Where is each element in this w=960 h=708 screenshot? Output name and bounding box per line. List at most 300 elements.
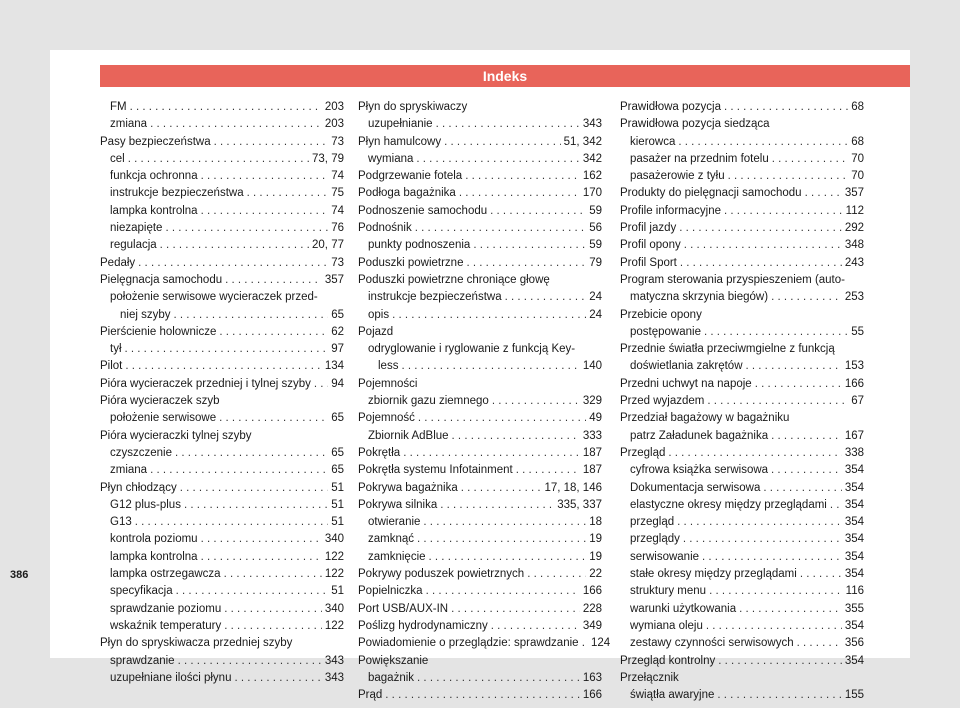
- dot-leader: [702, 549, 842, 566]
- page-number: 386: [10, 569, 29, 581]
- index-entry-page: 55: [851, 325, 864, 338]
- index-entry-label: doświetlania zakrętów: [630, 360, 743, 373]
- index-entry: [100, 134, 344, 151]
- dot-leader: [385, 687, 580, 704]
- index-entry-label: Pióra wycieraczek przedniej i tylnej szyby: [100, 377, 311, 390]
- index-header: Indeks: [100, 65, 910, 87]
- index-entry-label: przeglądy: [630, 533, 680, 546]
- dot-leader: [135, 514, 328, 531]
- index-entry-page: 19: [589, 533, 602, 546]
- index-entry-label: pasażer na przednim fotelu: [630, 152, 769, 165]
- dot-leader: [704, 324, 848, 341]
- dot-leader: [174, 307, 329, 324]
- index-entry: [100, 618, 344, 635]
- index-entry-label: lampka ostrzegawcza: [110, 568, 221, 581]
- dot-leader: [401, 358, 579, 375]
- dot-leader: [473, 237, 586, 254]
- dot-leader: [219, 324, 328, 341]
- index-entry-label: kontrola poziomu: [110, 533, 198, 546]
- index-entry: [100, 514, 344, 531]
- index-entry-page: 343: [582, 118, 602, 131]
- index-entry-label: Poduszki powietrzne chroniące głowę: [358, 273, 550, 286]
- index-entry: [100, 601, 344, 618]
- index-entry-page: 333: [582, 429, 602, 442]
- index-entry: [358, 428, 602, 445]
- dot-leader: [461, 480, 542, 497]
- index-entry: [620, 566, 864, 583]
- index-entry-page: 17, 18, 146: [544, 481, 602, 494]
- index-entry: [100, 549, 344, 566]
- index-entry-page: 22: [589, 568, 602, 581]
- index-entry-page: 354: [844, 654, 864, 667]
- index-entry-label: Przełącznik: [620, 671, 679, 684]
- index-entry-page: 65: [331, 412, 344, 425]
- index-entry-label: matyczna skrzynia biegów): [630, 291, 769, 304]
- dot-leader: [423, 514, 586, 531]
- index-entry-page: 354: [844, 568, 864, 581]
- index-entry-page: 153: [844, 360, 864, 373]
- index-entry-label-line: Program sterowania przyspieszeniem (auto-: [620, 273, 845, 286]
- dot-leader: [805, 185, 842, 202]
- dot-leader: [746, 358, 842, 375]
- index-entry: [620, 410, 864, 427]
- index-entry: [358, 618, 602, 635]
- index-entry-label: postępowanie: [630, 325, 701, 338]
- index-entry-label: sprawdzanie: [110, 654, 175, 667]
- index-entry: [100, 480, 344, 497]
- index-entry-label: Przebicie opony: [620, 308, 702, 321]
- index-entry-page: 56: [589, 222, 602, 235]
- index-entry: [358, 497, 602, 514]
- index-entry-label: bagażnik: [368, 671, 415, 684]
- index-entry-page: 112: [845, 204, 864, 217]
- index-entry: [620, 462, 864, 479]
- index-entry-page: 122: [324, 568, 344, 581]
- index-entry: [620, 514, 864, 531]
- index-entry-label: Pokrywa silnika: [358, 498, 438, 511]
- dot-leader: [184, 497, 328, 514]
- dot-leader: [201, 531, 322, 548]
- index-entry: [358, 116, 602, 133]
- index-entry-label: Pokrywy poduszek powietrznych: [358, 568, 525, 581]
- dot-leader: [178, 653, 322, 670]
- dot-leader: [739, 601, 842, 618]
- index-entry: [100, 99, 344, 116]
- index-entry-label-line: Przednie światła przeciwmgielne z funkcją: [620, 343, 835, 356]
- index-entry-page: 122: [324, 550, 344, 563]
- index-entry: [358, 168, 602, 185]
- index-entry-label: świątła awaryjne: [630, 689, 715, 702]
- index-entry: [100, 341, 344, 358]
- dot-leader: [678, 134, 848, 151]
- index-entry: [100, 289, 344, 324]
- index-entry: [100, 531, 344, 548]
- index-entry: [358, 220, 602, 237]
- index-entry-page: 65: [331, 446, 344, 459]
- index-entry-label: Pielęgnacja samochodu: [100, 273, 223, 286]
- index-entry-page: 73: [331, 135, 344, 148]
- index-entry-page: 24: [589, 308, 602, 321]
- index-entry-page: 349: [582, 619, 602, 632]
- index-column-2: [358, 99, 611, 704]
- index-entry-page: 19: [589, 550, 602, 563]
- index-column-1: [100, 99, 344, 687]
- index-entry-page: 124: [590, 637, 611, 650]
- index-entry-label: serwisowanie: [630, 550, 700, 563]
- dot-leader: [492, 393, 580, 410]
- index-entry-label: Podłoga bagażnika: [358, 187, 456, 200]
- index-entry: [620, 687, 864, 704]
- index-entry-label: Podnoszenie samochodu: [358, 204, 488, 217]
- dot-leader: [125, 341, 329, 358]
- index-entry-label: Powiększanie: [358, 654, 429, 667]
- dot-leader: [771, 289, 842, 306]
- index-entry-page: 24: [589, 291, 602, 304]
- dot-leader: [234, 670, 321, 687]
- document-page: [50, 50, 910, 702]
- index-entry-label: uzupełnianie: [368, 118, 433, 131]
- dot-leader: [709, 583, 843, 600]
- index-entry-label: punkty podnoszenia: [368, 239, 471, 252]
- index-entry-page: 59: [589, 239, 602, 252]
- index-entry-page: 68: [851, 101, 864, 113]
- index-entry: [100, 583, 344, 600]
- dot-leader: [679, 220, 842, 237]
- index-entry-page: 62: [331, 325, 344, 338]
- dot-leader: [452, 428, 580, 445]
- index-entry-page: 134: [324, 360, 344, 373]
- index-entry-label: warunki użytkowania: [630, 602, 737, 615]
- index-entry-label: Płyn do spryskiwacza przedniej szyby: [100, 637, 293, 650]
- index-entry-label: cel: [110, 152, 125, 165]
- index-entry-label: Produkty do pielęgnacji samochodu: [620, 187, 802, 200]
- index-entry-page: 354: [844, 498, 864, 511]
- index-entry-label: Pióra wycieraczek szyb: [100, 395, 220, 408]
- index-entry-label: Popielniczka: [358, 585, 423, 598]
- index-entry-label: Przedział bagażowy w bagażniku: [620, 412, 790, 425]
- index-entry-page: 74: [331, 170, 344, 183]
- index-entry: [358, 687, 602, 704]
- index-entry-page: 166: [582, 689, 602, 702]
- dot-leader: [314, 376, 328, 393]
- index-entry-label: czyszczenie: [110, 446, 172, 459]
- index-entry-label-line: położenie serwisowe wycieraczek przed-: [110, 291, 318, 304]
- dot-leader: [505, 289, 587, 306]
- index-entry-page: 355: [844, 602, 864, 615]
- index-entry: [100, 566, 344, 583]
- dot-leader: [763, 480, 841, 497]
- index-entry-label: pasażerowie z tyłu: [630, 170, 725, 183]
- dot-leader: [176, 583, 329, 600]
- index-entry: [358, 670, 602, 687]
- index-entry: [620, 635, 864, 652]
- index-entry-label: przegląd: [630, 516, 675, 529]
- index-entry: [358, 151, 602, 168]
- index-entry: [100, 445, 344, 462]
- dot-leader: [130, 99, 322, 116]
- index-entry: [358, 237, 602, 254]
- index-entry-label: Płyn do spryskiwaczy: [358, 101, 468, 113]
- index-column-3: [620, 99, 864, 704]
- index-entry-label: Pokrętła systemu Infotainment: [358, 464, 513, 477]
- index-entry: [620, 255, 864, 272]
- index-entry-label: sprawdzanie poziomu: [110, 602, 222, 615]
- dot-leader: [717, 687, 841, 704]
- index-entry-page: 116: [845, 585, 864, 598]
- index-entry-page: 356: [844, 637, 864, 650]
- index-entry-page: 68: [851, 135, 864, 148]
- index-entry: [620, 428, 864, 445]
- index-entry: [620, 272, 864, 307]
- index-entry-page: 51, 342: [563, 135, 602, 148]
- index-entry-label: Profil jazdy: [620, 222, 677, 235]
- index-entry: [620, 531, 864, 548]
- index-entry: [620, 480, 864, 497]
- index-entry-label: niej szyby: [120, 308, 171, 321]
- index-entry-page: 18: [589, 516, 602, 529]
- dot-leader: [128, 151, 309, 168]
- index-entry-label: kierowca: [630, 135, 676, 148]
- dot-leader: [247, 185, 329, 202]
- index-entry-page: 155: [844, 689, 864, 702]
- dot-leader: [451, 601, 580, 618]
- dot-leader: [403, 445, 580, 462]
- index-entry-page: 253: [844, 291, 864, 304]
- index-entry: [100, 428, 344, 445]
- index-entry-page: 140: [582, 360, 602, 373]
- index-entry: [358, 393, 602, 410]
- dot-leader: [724, 203, 843, 220]
- index-entry-label: Pasy bezpieczeństwa: [100, 135, 211, 148]
- index-entry-page: 76: [331, 222, 344, 235]
- index-entry-label: lampka kontrolna: [110, 204, 198, 217]
- index-entry: [358, 272, 602, 289]
- index-entry-page: 67: [851, 395, 864, 408]
- index-entry-page: 94: [331, 377, 344, 390]
- index-entry-label: Pedały: [100, 256, 136, 269]
- index-entry-label: zamknięcie: [368, 550, 426, 563]
- dot-leader: [771, 462, 842, 479]
- index-entry-label: Powiadomienie o przeglądzie: sprawdzanie .: [358, 637, 585, 650]
- index-entry-label: wymiana oleju: [630, 619, 703, 632]
- index-entry: [620, 185, 864, 202]
- index-entry-page: 354: [844, 464, 864, 477]
- index-entry: [620, 583, 864, 600]
- index-entry-label: Dokumentacja serwisowa: [630, 481, 761, 494]
- index-entry: [358, 653, 602, 670]
- dot-leader: [706, 618, 842, 635]
- index-entry: [620, 341, 864, 376]
- dot-leader: [683, 531, 842, 548]
- index-entry-page: 65: [331, 308, 344, 321]
- index-entry: [620, 151, 864, 168]
- index-entry: [100, 168, 344, 185]
- index-entry-page: 65: [331, 464, 344, 477]
- index-entry-label: Przedni uchwyt na napoje: [620, 377, 752, 390]
- index-entry-label: Profile informacyjne: [620, 204, 721, 217]
- dot-leader: [138, 255, 328, 272]
- index-entry: [620, 220, 864, 237]
- dot-leader: [426, 583, 580, 600]
- dot-leader: [771, 428, 842, 445]
- index-entry: [620, 203, 864, 220]
- index-entry-page: 51: [331, 585, 344, 598]
- index-entry-page: 348: [844, 239, 864, 252]
- index-entry: [358, 583, 602, 600]
- index-entry-page: 122: [324, 619, 344, 632]
- dot-leader: [225, 272, 322, 289]
- index-entry-label: Port USB/AUX-IN: [358, 602, 449, 615]
- dot-leader: [436, 116, 580, 133]
- dot-leader: [830, 497, 842, 514]
- index-entry: [100, 497, 344, 514]
- index-entry: [620, 601, 864, 618]
- index-entry-page: 97: [331, 343, 344, 356]
- index-entry: [620, 116, 864, 133]
- dot-leader: [797, 635, 842, 652]
- index-entry-page: 203: [324, 101, 344, 113]
- index-entry-page: 203: [324, 118, 344, 131]
- index-entry: [358, 445, 602, 462]
- index-entry-label: Pilot: [100, 360, 123, 373]
- index-entry-label: patrz Załadunek bagażnika: [630, 429, 769, 442]
- dot-leader: [684, 237, 842, 254]
- index-entry-label: położenie serwisowe: [110, 412, 217, 425]
- index-entry-label: lampka kontrolna: [110, 550, 198, 563]
- index-entry-label: Przegląd kontrolny: [620, 654, 716, 667]
- index-entry-label: wskaźnik temperatury: [110, 619, 222, 632]
- index-entry-label: Podgrzewanie fotela: [358, 170, 463, 183]
- index-entry-label: specyfikacja: [110, 585, 173, 598]
- dot-leader: [150, 462, 328, 479]
- index-entry-page: 357: [844, 187, 864, 200]
- index-entry-page: 79: [589, 256, 602, 269]
- index-entry: [358, 255, 602, 272]
- index-entry: [620, 497, 864, 514]
- index-entry-label: Prawidłowa pozycja siedząca: [620, 118, 770, 131]
- dot-leader: [150, 116, 322, 133]
- dot-leader: [416, 151, 579, 168]
- index-entry-label: Pojemność: [358, 412, 415, 425]
- index-entry-page: 187: [582, 446, 602, 459]
- dot-leader: [125, 358, 321, 375]
- index-entry-page: 354: [844, 481, 864, 494]
- index-entry-page: 354: [844, 619, 864, 632]
- index-entry: [358, 341, 602, 376]
- index-entry-label: zmiana: [110, 118, 148, 131]
- dot-leader: [175, 445, 328, 462]
- dot-leader: [516, 462, 580, 479]
- index-entry-page: 354: [844, 533, 864, 546]
- index-entry: [100, 237, 344, 254]
- index-entry-label: tył: [110, 343, 122, 356]
- dot-leader: [165, 220, 328, 237]
- index-entry-label: less: [378, 360, 399, 373]
- index-entry-page: 357: [324, 273, 344, 286]
- dot-leader: [201, 168, 329, 185]
- dot-leader: [755, 376, 842, 393]
- index-entry-page: 166: [844, 377, 864, 390]
- index-entry: [358, 531, 602, 548]
- index-entry: [358, 99, 602, 116]
- index-entry-page: 162: [582, 170, 602, 183]
- index-entry-label: funkcja ochronna: [110, 170, 198, 183]
- dot-leader: [490, 203, 586, 220]
- index-entry: [358, 185, 602, 202]
- index-entry: [620, 393, 864, 410]
- index-entry: [358, 324, 602, 341]
- dot-leader: [201, 203, 329, 220]
- dot-leader: [772, 151, 848, 168]
- index-entry-label: Prąd: [358, 689, 383, 702]
- index-entry: [620, 237, 864, 254]
- index-entry-page: 70: [851, 152, 864, 165]
- index-entry-page: 49: [589, 412, 602, 425]
- index-entry-label: Poślizg hydrodynamiczny: [358, 619, 488, 632]
- index-entry-label: Przegląd: [620, 446, 666, 459]
- index-entry: [358, 462, 602, 479]
- index-entry-label: Pokrętła: [358, 446, 401, 459]
- dot-leader: [707, 393, 848, 410]
- index-entry: [100, 220, 344, 237]
- index-entry-label: instrukcje bezpieczeństwa: [368, 291, 502, 304]
- index-entry: [100, 393, 344, 410]
- index-entry-page: 51: [331, 481, 344, 494]
- index-entry-label: zestawy czynności serwisowych: [630, 637, 794, 650]
- index-entry-label-line: odryglowanie i ryglowanie z funkcją Key-: [368, 343, 576, 356]
- index-entry-label: Pojazd: [358, 325, 394, 338]
- index-entry-label: Pojemności: [358, 377, 418, 390]
- index-entry-label: wymiana: [368, 152, 414, 165]
- index-entry: [100, 410, 344, 427]
- index-entry: [358, 289, 602, 306]
- index-entry-page: 228: [582, 602, 602, 615]
- dot-leader: [677, 514, 842, 531]
- index-entry-label: Pokrywa bagażnika: [358, 481, 458, 494]
- index-entry-page: 166: [582, 585, 602, 598]
- index-entry-page: 74: [331, 204, 344, 217]
- index-entry-label: otwieranie: [368, 516, 421, 529]
- index-entry-label: elastyczne okresy między przeglądami: [630, 498, 827, 511]
- index-entry-label: struktury menu: [630, 585, 707, 598]
- dot-leader: [527, 566, 586, 583]
- index-entry-page: 170: [582, 187, 602, 200]
- dot-leader: [219, 410, 328, 427]
- index-entry: [620, 99, 864, 116]
- dot-leader: [800, 566, 842, 583]
- index-entry-label: Płyn chłodzący: [100, 481, 177, 494]
- index-entry-label: FM: [110, 101, 127, 113]
- index-entry-label: G13: [110, 516, 132, 529]
- index-entry: [100, 324, 344, 341]
- dot-leader: [224, 601, 322, 618]
- index-entry: [620, 618, 864, 635]
- index-entry: [620, 134, 864, 151]
- index-entry: [358, 514, 602, 531]
- index-entry-label: cyfrowa książka serwisowa: [630, 464, 769, 477]
- index-entry-page: 343: [324, 654, 344, 667]
- index-entry: [100, 670, 344, 687]
- index-entry-label: uzupełniane ilości płynu: [110, 671, 232, 684]
- dot-leader: [724, 99, 848, 116]
- dot-leader: [680, 255, 842, 272]
- index-entry-label: Płyn hamulcowy: [358, 135, 442, 148]
- index-entry: [358, 601, 602, 618]
- index-entry: [358, 566, 602, 583]
- index-entry: [100, 272, 344, 289]
- index-entry: [620, 307, 864, 324]
- index-entry: [100, 358, 344, 375]
